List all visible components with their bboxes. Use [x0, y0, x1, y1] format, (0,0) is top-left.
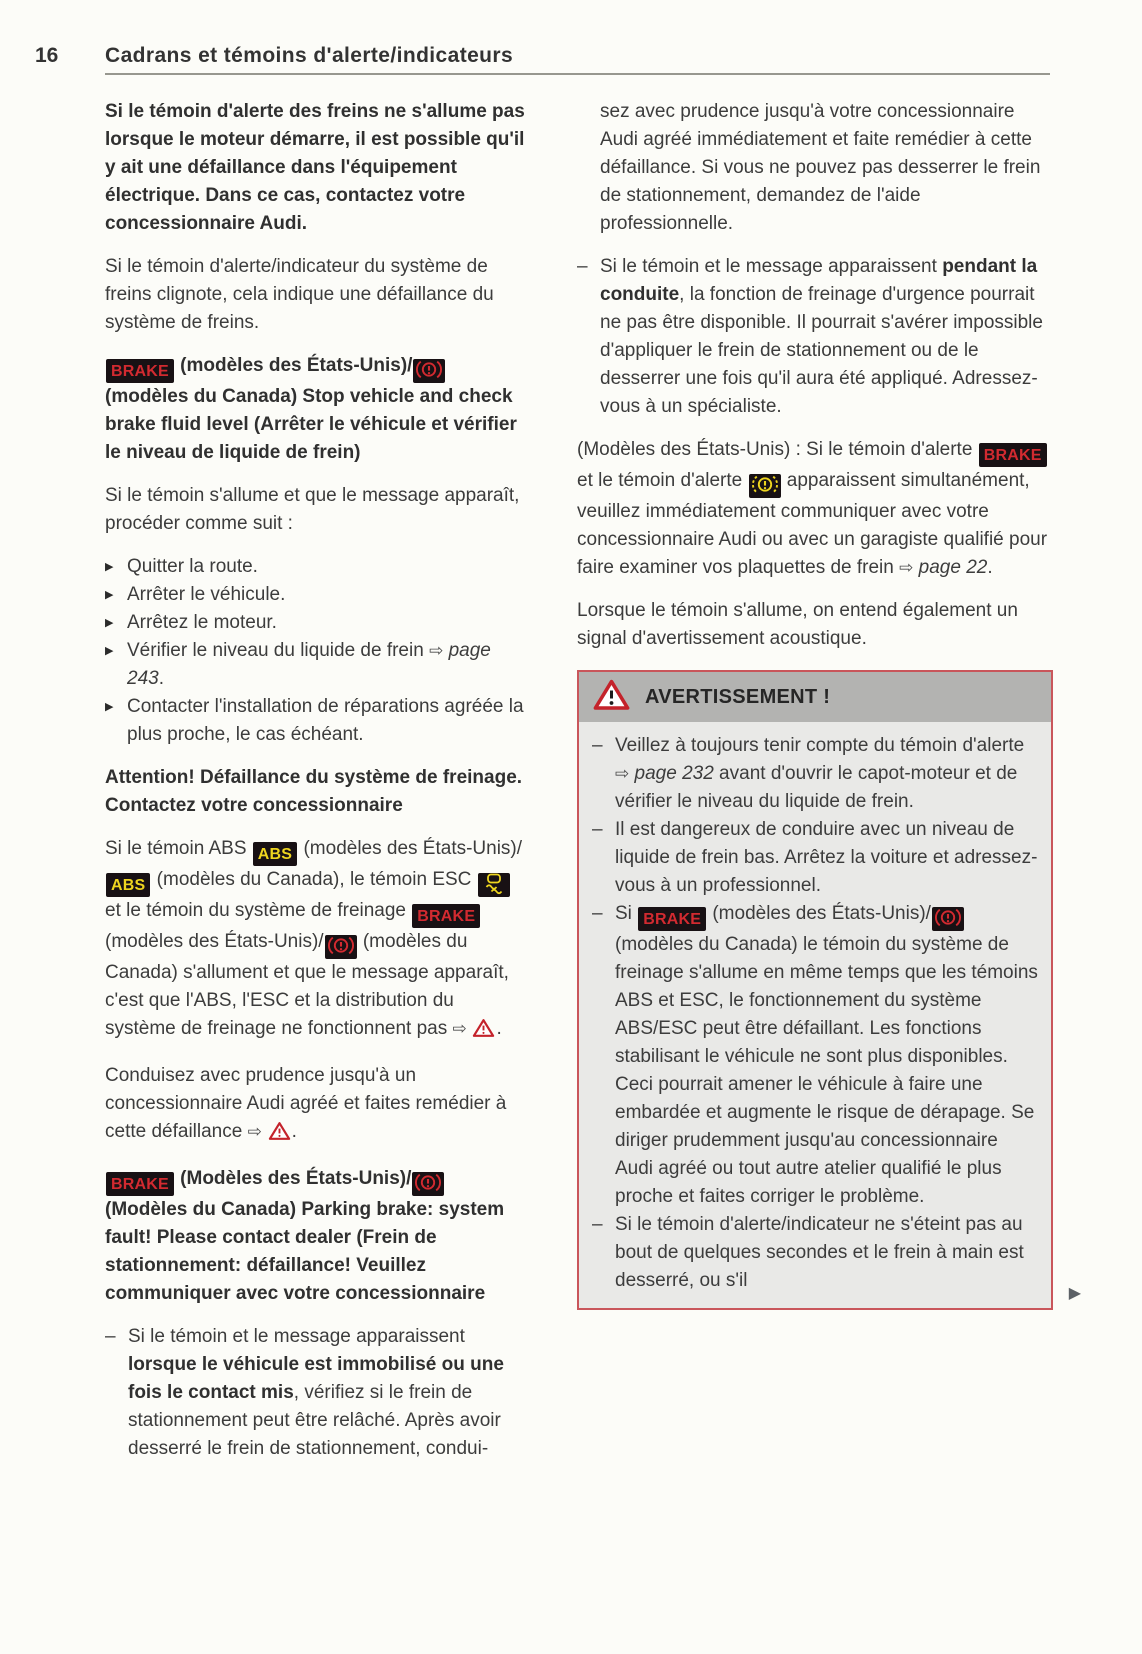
paragraph: Si le témoin d'alerte des freins ne s'allume pas lorsque le moteur démarre, il est possible qu'il y ait une défaillance dans l'équipement électrique. Dans ce cas, contactez votre concessionnaire Audi.	[105, 101, 525, 234]
xref-arrow-icon: ⇨	[247, 1122, 267, 1141]
dash-marker: –	[592, 903, 603, 924]
warning-box-header	[579, 672, 1051, 722]
brake-warning-us-icon: BRAKE	[106, 359, 174, 383]
right-column-text	[577, 98, 1053, 653]
brake-warning-ca-icon	[325, 935, 357, 959]
paragraph: Si le témoin s'allume et que le message apparaît, procéder comme suit :	[105, 485, 520, 534]
title-underline	[105, 73, 1050, 75]
warning-triangle-icon	[472, 1018, 495, 1047]
bullet-item: ▶ Vérifier le niveau du liquide de frein ⇨ page 243.	[105, 637, 525, 693]
page-number: 16	[35, 44, 59, 67]
dash-list-item: – Si le témoin d'alerte/indicateur ne s'éteint pas au bout de quelques secondes et le frein à main est desserré, ou s'il	[592, 1211, 1038, 1295]
paragraph: sez avec prudence jusqu'à votre concessionnaire Audi agréé immédiatement et faite remédier à cette défaillance. Si vous ne pouvez pas desserrer le frein de stationnement, demandez de l'aide professionnelle.	[600, 101, 1041, 234]
bullet-item: ▶ Arrêtez le moteur.	[105, 609, 525, 637]
abs-warning-icon: ABS	[253, 842, 297, 866]
warning-box	[577, 670, 1081, 1310]
dash-list-item: – Si BRAKE (modèles des États-Unis)/ (modèles du Canada) le témoin du système de freinage s'allume en même temps que les témoins ABS et ESC, le fonctionnement du système ABS/ESC peut être défaillant. Les fonctions stabilisant le véhicule ne sont plus disponibles. Ceci pourrait amener le véhicule à faire une embardée et augmente le risque de dérapage. Se diriger prudemment jusqu'au concessionnaire Audi agréé ou tout autre atelier qualifié le plus proche et faites corriger le problème.	[592, 900, 1038, 1211]
cross-reference: ⇨ page 22	[899, 557, 988, 578]
warning-box-title: AVERTISSEMENT !	[645, 686, 831, 708]
esc-warning-icon	[478, 873, 510, 897]
paragraph: Si le témoin d'alerte/indicateur du système de freins clignote, cela indique une défaillance du système de freins.	[105, 256, 494, 333]
bullet-triangle-icon: ▶	[105, 589, 114, 601]
brake-warning-us-icon: BRAKE	[979, 443, 1047, 467]
xref-arrow-icon: ⇨	[899, 558, 914, 577]
paragraph: (Modèles des États-Unis) : Si le témoin d'alerte BRAKE et le témoin d'alerte apparaissent simultanément, veuillez immédiatement communiquer avec votre concessionnaire Audi ou avec un garagiste qualifié pour faire examiner vos plaquettes de frein ⇨ page 22.	[577, 439, 1048, 578]
xref-arrow-icon: ⇨	[429, 641, 444, 660]
left-column	[105, 98, 525, 1478]
bullet-item: ▶ Quitter la route.	[105, 553, 525, 581]
paragraph: Attention! Défaillance du système de freinage. Contactez votre concessionnaire	[105, 767, 523, 816]
xref-arrow-icon: ⇨	[452, 1019, 472, 1038]
dash-marker: –	[592, 819, 603, 840]
bullet-triangle-icon: ▶	[105, 561, 114, 573]
dash-list-item: – Si le témoin et le message apparaissent lorsque le véhicule est immobilisé ou une fois le contact mis, vérifiez si le frein de stationnement peut être relâché. Après avoir desserré le frein de stationnement, condui-	[105, 1323, 525, 1463]
brake-warning-us-icon: BRAKE	[412, 904, 480, 928]
dash-marker: –	[577, 256, 588, 277]
dash-list-item: – Si le témoin et le message apparaissent pendant la conduite, la fonction de freinage d'urgence pourrait ne pas être disponible. Il pourrait s'avérer impossible d'appliquer le frein de stationnement ou de le desserrer une fois qu'il aura été appliqué. Adressez-vous à un spécialiste.	[577, 253, 1053, 421]
brake-warning-ca-icon	[413, 359, 445, 383]
paragraph: Conduisez avec prudence jusqu'à un concessionnaire Audi agréé et faites remédier à cette défaillance ⇨ .	[105, 1062, 525, 1150]
dash-marker: –	[105, 1326, 116, 1347]
warning-box-body	[579, 722, 1051, 1308]
paragraph: BRAKE (modèles des États-Unis)/ (modèles du Canada) Stop vehicle and check brake fluid level (Arrêter le véhicule et vérifier le niveau de liquide de frein)	[105, 355, 517, 463]
bullet-triangle-icon: ▶	[105, 701, 114, 713]
paragraph: BRAKE (Modèles des États-Unis)/ (Modèles du Canada) Parking brake: system fault! Please contact dealer (Frein de stationnement: défaillance! Veuillez communiquer avec votre concessionnaire	[105, 1168, 505, 1304]
bullet-item: ▶ Arrêter le véhicule.	[105, 581, 525, 609]
continuation-arrow-icon: ▶	[1068, 1285, 1081, 1302]
dash-list-item: – Veillez à toujours tenir compte du témoin d'alerte ⇨ page 232 avant d'ouvrir le capot-moteur et de vérifier le niveau du liquide de frein.	[592, 732, 1038, 816]
right-column	[577, 98, 1081, 1478]
dash-list-item: – Il est dangereux de conduire avec un niveau de liquide de frein bas. Arrêtez la voiture et adressez-vous à un professionnel.	[592, 816, 1038, 900]
paragraph: Si le témoin ABS ABS (modèles des États-Unis)/ABS (modèles du Canada), le témoin ESC et le témoin du système de freinage BRAKE (modèles des États-Unis)/ (modèles du Canada) s'allument et que le message apparaît, c'est que l'ABS, l'ESC et la distribution du système de freinage ne fonctionnent pas ⇨ .	[105, 835, 525, 1047]
warning-triangle-icon	[268, 1121, 291, 1150]
dash-marker: –	[592, 1214, 603, 1235]
brake-warning-us-icon: BRAKE	[106, 1172, 174, 1196]
bullet-item: ▶ Contacter l'installation de réparations agréée la plus proche, le cas échéant.	[105, 693, 525, 749]
paragraph: Lorsque le témoin s'allume, on entend également un signal d'avertissement acoustique.	[577, 600, 1018, 649]
cross-reference: ⇨ page 232	[615, 763, 714, 784]
dash-marker: –	[592, 735, 603, 756]
cross-reference: ⇨ page 243	[127, 640, 491, 689]
brake-pad-wear-icon	[749, 474, 781, 498]
content-columns	[105, 98, 1081, 1478]
xref-arrow-icon: ⇨	[615, 764, 630, 783]
brake-warning-ca-icon	[932, 907, 964, 931]
warning-triangle-icon	[593, 679, 630, 716]
page-title: Cadrans et témoins d'alerte/indicateurs	[105, 44, 514, 67]
bullet-list	[105, 553, 525, 749]
brake-warning-ca-icon	[412, 1172, 444, 1196]
brake-warning-us-icon: BRAKE	[638, 907, 706, 931]
bullet-triangle-icon: ▶	[105, 645, 114, 657]
bullet-triangle-icon: ▶	[105, 617, 114, 629]
abs-warning-icon: ABS	[106, 873, 150, 897]
